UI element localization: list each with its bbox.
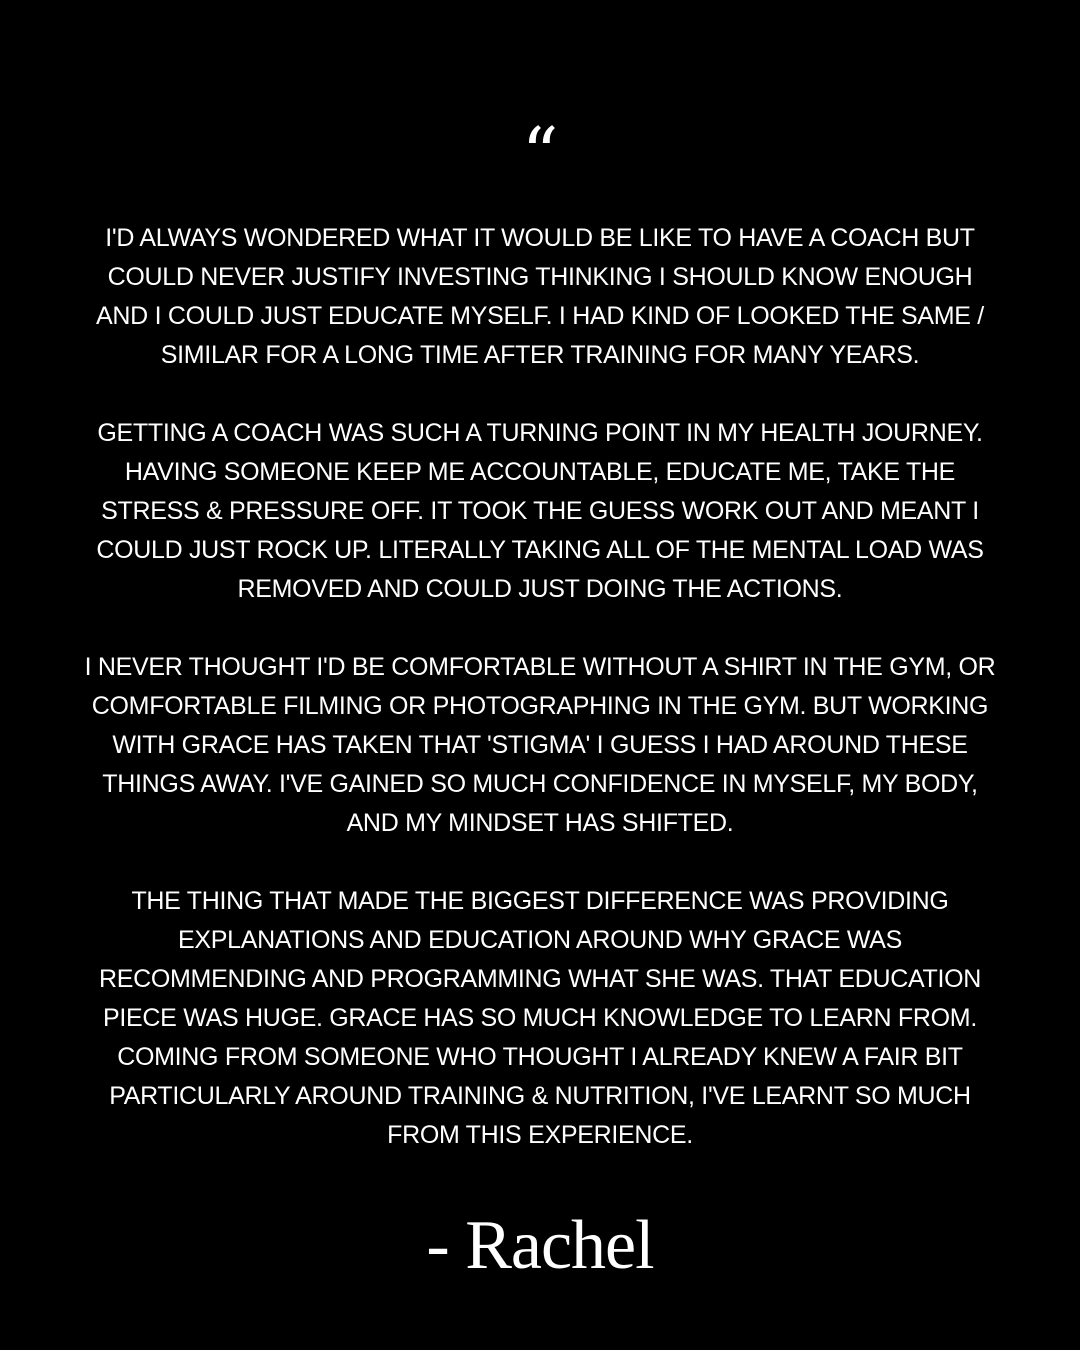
quote-mark-icon: “ [521,112,559,196]
testimonial-paragraph-2: GETTING A COACH WAS SUCH A TURNING POINT IN MY HEALTH JOURNEY. HAVING SOMEONE KEEP ME ACCOUNTABLE, EDUCATE ME, TAKE THE STRESS & PRESSURE OFF. IT TOOK THE GUESS WORK OUT AND MEANT I COULD JUST ROCK UP. LITERALLY TAKING ALL OF THE MENTAL LOAD WAS REMOVED AND COULD JUST DOING THE ACTIONS. [96,419,984,603]
testimonial-paragraph-4: THE THING THAT MADE THE BIGGEST DIFFERENCE WAS PROVIDING EXPLANATIONS AND EDUCATION AROUND WHY GRACE WAS RECOMMENDING AND PROGRAMMING WHAT SHE WAS. THAT EDUCATION PIECE WAS HUGE. GRACE HAS SO MUCH KNOWLEDGE TO LEARN FROM. COMING FROM SOMEONE WHO THOUGHT I ALREADY KNEW A FAIR BIT PARTICULARLY AROUND TRAINING & NUTRITION, I'VE LEARNT SO MUCH FROM THIS EXPERIENCE. [98,887,982,1149]
testimonial-body [80,219,1000,1155]
testimonial-paragraph-1: I'D ALWAYS WONDERED WHAT IT WOULD BE LIKE TO HAVE A COACH BUT COULD NEVER JUSTIFY INVESTING THINKING I SHOULD KNOW ENOUGH AND I COULD JUST EDUCATE MYSELF. I HAD KIND OF LOOKED THE SAME / SIMILAR FOR A LONG TIME AFTER TRAINING FOR MANY YEARS. [96,224,984,369]
testimonial-signature: - Rachel [426,1207,654,1284]
testimonial-paragraph-3: I NEVER THOUGHT I'D BE COMFORTABLE WITHOUT A SHIRT IN THE GYM, OR COMFORTABLE FILMING OR PHOTOGRAPHING IN THE GYM. BUT WORKING WITH GRACE HAS TAKEN THAT 'STIGMA' I GUESS I HAD AROUND THESE THINGS AWAY. I'VE GAINED SO MUCH CONFIDENCE IN MYSELF, MY BODY, AND MY MINDSET HAS SHIFTED. [84,653,996,837]
